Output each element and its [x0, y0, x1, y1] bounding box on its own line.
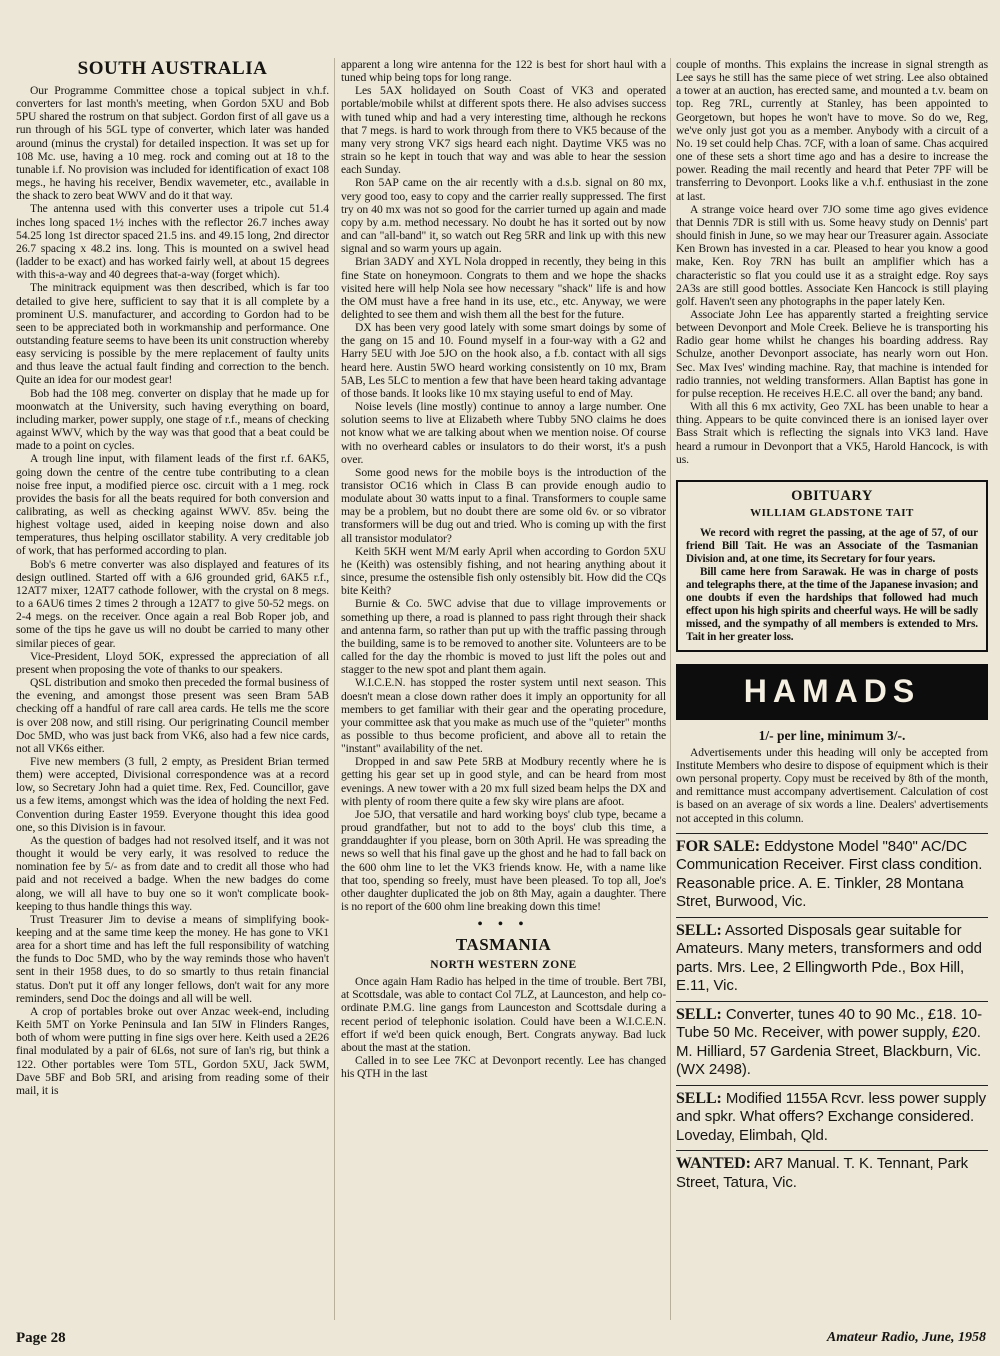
article-paragraph: Associate John Lee has apparently started a freighting service between Devonport and Mole Creek. Believe he is transporting his Radio gear home whilst he changes his boarding address. Ray Schulze, another Devonport associate, has nearly worn out Hon. Sec. Max Ives' winding machine. Ray, that machine is intended for radio trannies, not welding transformers. Allan Baptist has gone in for pulse reception. He receives H.E.C. all over the band; any band.: [676, 307, 988, 400]
article-paragraph: As the question of badges had not resolved itself, and it was not thought it would be very early, it was resolved to reduce the nomination fee by 5/- as from date and to credit all those who had paid and not received a badge. When the new badges do come along, we will all have to buy one so it won't complicate book-keeping to thus handle things this way.: [16, 833, 329, 913]
article-paragraph: Brian 3ADY and XYL Nola dropped in recently, they being in this fine State on honeymoon. Congrats to them and we hope the shacks visited here will help Nola see how necessary "shack" life is and how the OM must have a free hand in its use, etc., etc. Anyway, we were delighted to see them and wish them all the best for the future.: [341, 255, 666, 321]
article-paragraph: Burnie & Co. 5WC advise that due to village improvements or something up there, a road is planned to pass right through their shack and antenna farm, so rather than put up with the traffic passing through the building, same is to be removed to another site. Volunteers are to be called for the day the rhombic is moved to just lift the poles out and stagger to the new spot and plant them again.: [341, 597, 666, 677]
section-heading-south-australia: SOUTH AUSTRALIA: [77, 58, 268, 79]
article-paragraph: The minitrack equipment was then described, which is far too detailed to give here, sufficient to say that it is all complete by a prominent U.S. manufacturer, and according to Gordon had to be seen to be appreciated both in workmanship and performance. One outstanding feature seems to have been its unit construction whereby easy servicing is possible by the mere replacement of faulty units and thus leave the actual fault finding and correction to the bench. Quite an idea for our modest gear!: [16, 281, 329, 387]
article-paragraph: Once again Ham Radio has helped in the time of trouble. Bert 7BI, at Scottsdale, was able to contact Col 7LZ, at Launceston, and help co-ordinate P.M.G. line gangs from Launceston and Scottsdale during a recent period of telephonic isolation. Could have been a W.I.C.E.N. effort if we'd been quick enough, Bert. Congrats anyway. Bad luck about the mast at the station.: [341, 975, 666, 1054]
classified-ad: [676, 1150, 988, 1197]
article-paragraph: W.I.C.E.N. has stopped the roster system until next season. This doesn't mean a close down rather does it imply an opportunity for all members to get familiar with their gear and the operating procedure, your committee ask that you make as much use of the "quieter" months as possible to thus become proficient, and above all to retain the "instant" availability of the net.: [341, 676, 666, 756]
page-number: Page 28: [16, 1330, 66, 1346]
classified-ad: [676, 1001, 988, 1085]
ad-lead: SELL:: [676, 1089, 722, 1107]
article-paragraph: A trough line input, with filament leads of the first r.f. 6AK5, going down the centre of the centre tube contributing to a clean noise free input, a modified pierce osc. circuit with a 1 meg. rock provides the basis for all the beats required for both conversion and calibrating, as well as checking against WWV. 85v. being the highest voltage used, aided in keeping noise down and also temperatures, thus helping oscillator stability. A very creditable job of work, that has performed according to plan.: [16, 452, 329, 558]
ad-lead: SELL:: [676, 921, 722, 939]
obituary-paragraph: Bill came here from Sarawak. He was in charge of posts and telegraphs there, at the time of the Japanese invasion; and one doubts if even the hardships that followed had much effect upon his high spirits and cheerful ways. He will be sadly missed, and the sympathy of all members is extended to Mrs. Tait in her greater loss.: [686, 565, 978, 643]
article-paragraph: apparent a long wire antenna for the 122 is best for short haul with a tuned whip being tops for long range.: [341, 58, 666, 85]
obituary-heading: OBITUARY: [791, 487, 873, 504]
article-paragraph: Dropped in and saw Pete 5RB at Modbury recently where he is getting his gear set up in good style, and can be heard from most evenings. A new tower with a 20 mx full sized beam helps the DX and with plenty of room there quite a few sky wire plans are afoot.: [341, 755, 666, 808]
hamads-rate: 1/- per line, minimum 3/-.: [758, 727, 906, 743]
article-paragraph: QSL distribution and smoko then preceded the formal business of the evening, and amongst those present was seen Bram 5AB checking off a handful of rare call area cards. He tells me the score is over 208 now, and still rising. Our perigrinating Council member Doc 5MD, who was just back from VK6, also had a few nice cards, not all VK6s either.: [16, 676, 329, 755]
ad-text: Converter, tunes 40 to 90 Mc., £18. 10-Tube 50 Mc. Receiver, with power supply, £20. M. Hilliard, 57 Gardenia Street, Blackburn, Vic. (WX 2498).: [676, 1005, 983, 1079]
article-paragraph: A crop of portables broke out over Anzac week-end, including Keith 5MT on Yorke Peninsula and Ian 5IW in Flinders Ranges, both of whom were putting in fine sigs over here. Keith used a 2E26 final modulated by a pair of 6L6s, not sure of Ian's rig, but think a 122. Other portables were Tom 5TL, Gordon 5XU, Jack 5WM, Dave 5BF and Bob 5RI, and arising from reading some of their mail, it is: [16, 1004, 329, 1097]
classified-ad: [676, 1085, 988, 1151]
ad-text: AR7 Manual. T. K. Tennant, Park Street, Tatura, Vic.: [676, 1155, 969, 1191]
article-paragraph: Les 5AX holidayed on South Coast of VK3 and operated portable/mobile whilst at different spots there. He also advises success with tuned whip and had a very interesting time, although he reckons that 7 megs. is hard to work through from there to VK5 because of the many very strong VK7 sigs heard each night. Daytime VK5 was no strain so he kept in touch that way and was able to hear the session each Sunday.: [341, 84, 666, 177]
article-paragraph: Trust Treasurer Jim to devise a means of simplifying book-keeping and at the same time keep the money. He has gone to VK1 area for a short time and has left the full responsibility of watching the funds to Doc 5MD, who by the way reminds those who haven't sent in their 1958 dues, to do so smartly to thus retain financial status. Don't put it off any longer fellows, don't wait for any more reminders, send Doc the doings and all will be well.: [16, 912, 329, 1005]
article-paragraph: Vice-President, Lloyd 5OK, expressed the appreciation of all present when proposing the vote of thanks to our speakers.: [16, 649, 329, 676]
column-middle: [341, 58, 666, 1320]
ad-text: Modified 1155A Rcvr. less power supply and spkr. What offers? Exchange considered. Loveday, Elimbah, Qld.: [676, 1089, 987, 1144]
article-paragraph: A strange voice heard over 7JO some time ago gives evidence that Dennis 7DR is still with us. Some heavy study on Dennis' part should finish in June, so we may hear our Treasurer again. Associate Ken Brown has invested in a car. Pleased to hear you know a good make, Ken. Roy 7RN has built an amplifier which has a characteristic so flat you could use it as a straight edge. Roy says 2A3s are still good bottles. Associate Ken Hancock is still playing golf. Haven't seen any photographs in the paper lately Ken.: [676, 202, 988, 308]
article-paragraph: DX has been very good lately with some smart doings by some of the gang on 15 and 10. Found myself in a four-way with a G2 and Harry 5EU with Joe 5JO on the hook also, a f.b. contact with all sigs heard here. Austin 5WO heard working consistently on 10 mx, Bram 5AB, Les 5LC to mention a few that have been heard taking advantage of those bands. It looks like 10 mx staying useful to end of May.: [341, 321, 666, 400]
obituary-name: WILLIAM GLADSTONE TAIT: [750, 506, 914, 519]
ad-text: Assorted Disposals gear suitable for Amateurs. Many meters, transformers and odd parts. Mrs. Lee, 2 Ellingworth Pde., Box Hill, E.11, Vic.: [676, 921, 982, 995]
article-paragraph: With all this 6 mx activity, Geo 7XL has been unable to hear a thing. Appears to be quite convinced there is an ionised layer over Bass Strait which is reflecting the signals into VK3 land. Have heard a rumour in Devonport that a VK5, Harold Hancock, is with us.: [676, 400, 988, 466]
ad-lead: SELL:: [676, 1005, 722, 1023]
ad-lead: WANTED:: [676, 1155, 751, 1173]
journal-footer: Amateur Radio, June, 1958: [826, 1330, 986, 1345]
hamads-terms: Advertisements under this heading will only be accepted from Institute Members who desire to dispose of equipment which is their own personal property. Copy must be received by 8th of the month, and remittance must accompany advertisement. Calculation of cost is based on an average of six words a line. Dealers' advertisements not accepted in this column.: [676, 745, 988, 825]
article-paragraph: Bob had the 108 meg. converter on display that he made up for moonwatch at the University, such having everything on board, including marker, power supply, one stage of r.f., means of checking against WWV, which by the way was that good that a beat could be made to a point on cycles.: [16, 386, 329, 453]
article-paragraph: Five new members (3 full, 2 empty, as President Brian termed them) were accepted, Divisional correspondence was at a record low, so Secretary John had a quiet time. Rex, Fed. Councillor, gave us a few items, amongst which was the idea of holding the next Fed. Convention during Easter 1959. Everyone thought this idea good one, so this Division is in favour.: [16, 754, 329, 834]
column-south-australia: [16, 58, 329, 1320]
article-paragraph: Noise levels (line mostly) continue to annoy a large number. One solution seems to live at Elizabeth where Tubby 5NO claims he does not know what we are talking about when we mention noise. Of course with no overheard cables or insulators to do their worst, it's a push over.: [341, 400, 666, 466]
article-paragraph: Joe 5JO, that versatile and hard working boys' club type, became a proud grandfather, but not to add to the boys' club this time, a granddaughter if you please, born on 30th April. He was spreading the news so well that his final gave up the ghost and he had to fall back on the 600 ohm line to let the VK3 friends know. He, with a name like that too, spending so freely, must have been pleased. To top all, Joe's other daughter duplicated the job on 8th May, again a daughter. There is no report of the 600 ohm line breaking down this time!: [341, 807, 666, 913]
article-paragraph: Bob's 6 metre converter was also displayed and features of its design outlined. Started off with a 6J6 grounded grid, 6AK5 r.f., 12AT7 mixer, 12AT7 cathode follower, with the crystal on 8 megs. to a 6AU6 times 2 times 2 through a 12AT7 to give 50-52 megs. on 2-4 megs. on the receiver. Once again a real Bob Roper job, and some of the tips he gave us will no doubt be carried to many other similar pieces of gear.: [16, 557, 329, 650]
article-paragraph: Some good news for the mobile boys is the introduction of the transistor OC16 which in Class B can provide enough audio to modulate about 30 watts input to a final. Transformers to couple same may be a problem, but no doubt there are some old 6v. or so vibrator transformers will be dug out and tried. Who is coming up with the first all transistor modulator?: [341, 465, 666, 545]
hamads-banner: HAMADS: [676, 664, 988, 720]
article-paragraph: Keith 5KH went M/M early April when according to Gordon 5XU he (Keith) was ostensibly fishing, and not hearing anything about it since, presume the ostensible fish only ostensibly bit. How did the CQs bite Keith?: [341, 544, 666, 598]
ad-text: Eddystone Model "840" AC/DC Communication Receiver. First class condition. Reasonable price. A. E. Tinkler, 28 Montana Stret, Burwood, Vic.: [676, 837, 983, 911]
article-paragraph: couple of months. This explains the increase in signal strength as Lee says he still has the same piece of wet string. Lee also obtained a tower at an auction, has erected same, and mounted a t.v. beam on top. Reg 7RL, currently at Stanley, has been appointed to Georgetown, but hopes he won't have to move. So do we, Reg, we've only just got you as a member. Anybody with a circuit of a No. 19 set could help Chas. 7CF, with a loan of same. Chas acquired one of these sets a short time ago and has a desire to increase the power. Reading the mail recently and heard that Peter 7PF will be transferring to Devonport. Looks like a v.h.f. enthusiast in the zone at last.: [676, 58, 988, 203]
article-paragraph: The antenna used with this converter uses a tripole cut 51.4 inches long spaced 1½ inches with the reflector 26.7 inches away 54.25 long 1st director spaced 21.5 ins. and 49.15 long, 2nd director 26.7 spacing x 48.2 ins. long. This is mounted on a swivel head (ladder to be exact) and has worked fairly well, at about 15 degrees with this-a-way and 40 degrees that-a-way (forget which).: [16, 202, 329, 282]
article-paragraph: Our Programme Committee chose a topical subject in v.h.f. converters for last month's meeting, when Gordon 5XU and Bob 5PU shared the rostrum on that subject. Gordon first of all gave us a run through of his 5GL type of converter, which later was handed around (minus the crystal) for detailed inspection. It was set up for 108 Mc. use, having a 10 meg. rock and coming out at 18 to the tunable i.f. No provision was included for identification of exact 108 megs., he having his receiver, Bendix wavemeter, etc., available in the shack to zero beat WWV and do it that way.: [16, 84, 329, 203]
section-heading-tasmania: TASMANIA: [455, 935, 552, 955]
column-divider: [670, 58, 671, 1320]
article-paragraph: Ron 5AP came on the air recently with a d.s.b. signal on 80 mx, very good too, easy to copy and the carrier really suppressed. The first try on 40 mx was not so good for the carrier turned up again and made copy by a.m. method necessary. No doubt he has it sorted out by now and can "all-band" it, so watch out Reg 5RR and link up with this new signal and so warm yours up again.: [341, 176, 666, 256]
obituary-paragraph: We record with regret the passing, at the age of 57, of our friend Bill Tait. He was an Associate of the Tasmanian Division and, at one time, its Secretary for four years.: [686, 526, 978, 565]
column-right: [676, 58, 988, 1320]
section-subheading: NORTH WESTERN ZONE: [430, 959, 577, 972]
article-paragraph: Called in to see Lee 7KC at Devonport recently. Lee has changed his QTH in the last: [341, 1054, 666, 1081]
classified-ad: [676, 917, 988, 1001]
classified-ad: [676, 833, 988, 917]
obituary-box: [676, 480, 988, 652]
section-separator: • • •: [477, 917, 530, 933]
column-divider: [334, 58, 335, 1320]
ad-lead: FOR SALE:: [676, 837, 760, 855]
